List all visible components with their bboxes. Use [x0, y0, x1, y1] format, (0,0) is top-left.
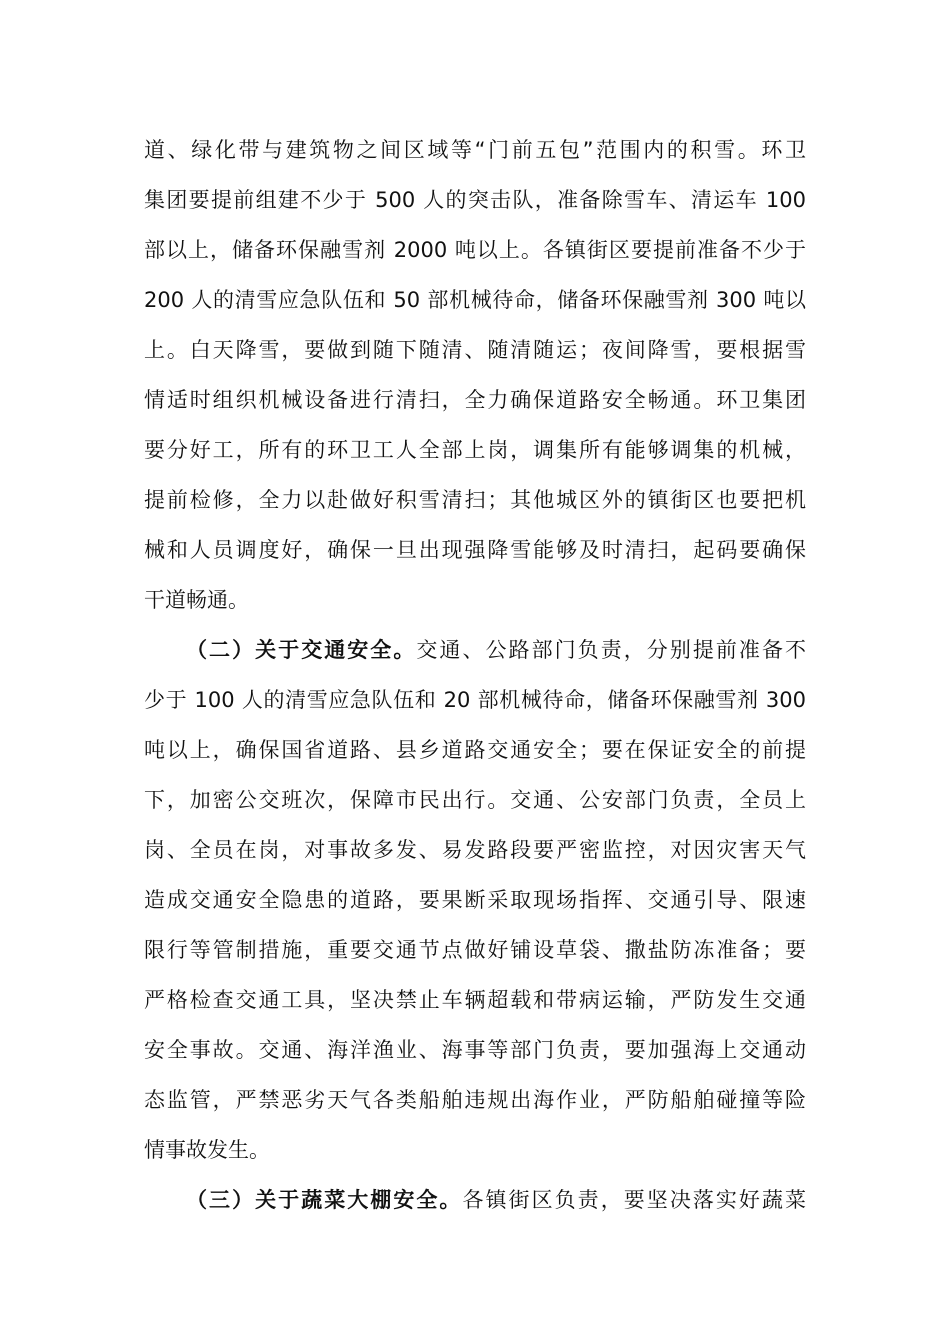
paragraph-line: 岗、全员在岗，对事故多发、易发路段要严密监控，对因灾害天气: [144, 838, 806, 862]
paragraph-line: 态监管，严禁恶劣天气各类船舶违规出海作业，严防船舶碰撞等险: [144, 1088, 806, 1112]
paragraph-line: 下，加密公交班次，保障市民出行。交通、公安部门负责，全员上: [144, 788, 806, 812]
paragraph-line: 200 人的清雪应急队伍和 50 部机械待命，储备环保融雪剂 300 吨以: [144, 288, 806, 312]
paragraph-line: 造成交通安全隐患的道路，要果断采取现场指挥、交通引导、限速: [144, 888, 806, 912]
section-first-line: [186, 632, 806, 668]
paragraph-line: 少于 100 人的清雪应急队伍和 20 部机械待命，储备环保融雪剂 300: [144, 688, 806, 712]
section-heading: （三）关于蔬菜大棚安全。: [186, 1188, 463, 1212]
section-text: 各镇街区负责，要坚决落实好蔬菜: [462, 1188, 807, 1212]
paragraph-line: 械和人员调度好，确保一旦出现强降雪能够及时清扫，起码要确保: [144, 538, 806, 562]
paragraph-line: 部以上，储备环保融雪剂 2000 吨以上。各镇街区要提前准备不少于: [144, 238, 806, 262]
paragraph-line: 集团要提前组建不少于 500 人的突击队，准备除雪车、清运车 100: [144, 188, 806, 212]
paragraph-line: 吨以上，确保国省道路、县乡道路交通安全；要在保证安全的前提: [144, 738, 806, 762]
section-text: 交通、公路部门负责，分别提前准备不: [416, 638, 807, 662]
paragraph-line: 上。白天降雪，要做到随下随清、随清随运；夜间降雪，要根据雪: [144, 338, 806, 362]
section-first-line: [186, 1182, 806, 1218]
paragraph-line: 严格检查交通工具，坚决禁止车辆超载和带病运输，严防发生交通: [144, 988, 806, 1012]
paragraph-line: 情适时组织机械设备进行清扫，全力确保道路安全畅通。环卫集团: [144, 388, 806, 412]
paragraph-last-line: 情事故发生。: [144, 1138, 270, 1162]
paragraph-line: 提前检修，全力以赴做好积雪清扫；其他城区外的镇街区也要把机: [144, 488, 806, 512]
section-heading: （二）关于交通安全。: [186, 638, 417, 662]
paragraph-line: 要分好工，所有的环卫工人全部上岗，调集所有能够调集的机械，: [144, 438, 806, 462]
paragraph-line: 道、绿化带与建筑物之间区域等“门前五包”范围内的积雪。环卫: [144, 138, 806, 162]
paragraph-line: 安全事故。交通、海洋渔业、海事等部门负责，要加强海上交通动: [144, 1038, 806, 1062]
paragraph-last-line: 干道畅通。: [144, 588, 249, 612]
paragraph-line: 限行等管制措施，重要交通节点做好铺设草袋、撒盐防冻准备；要: [144, 938, 806, 962]
